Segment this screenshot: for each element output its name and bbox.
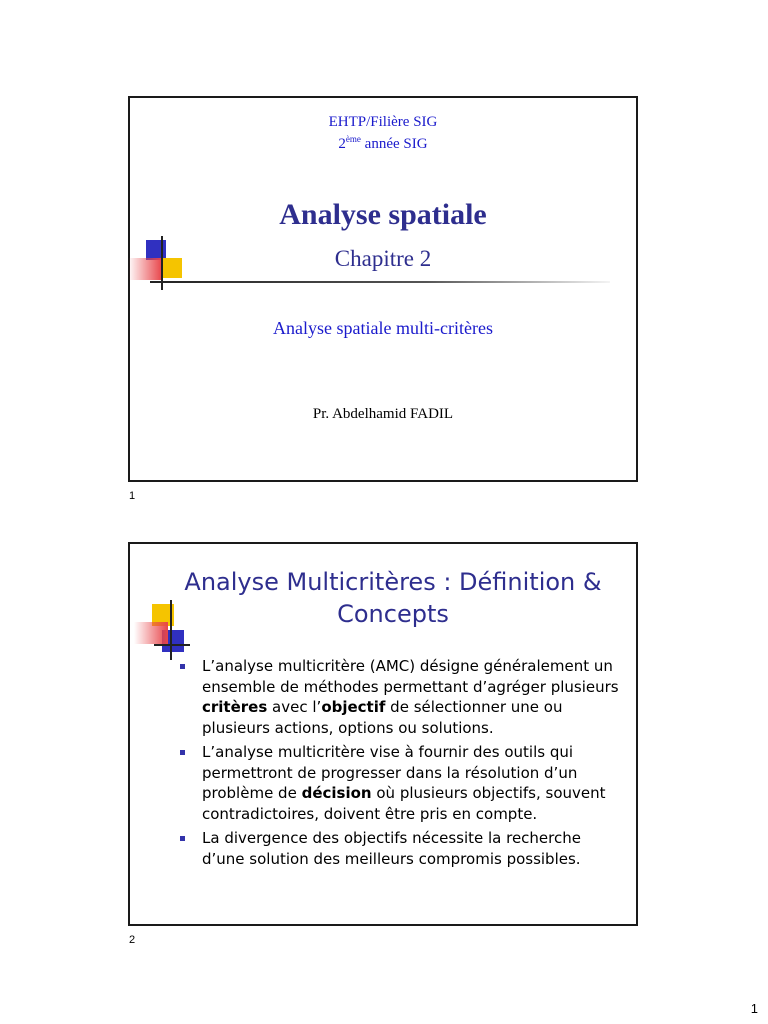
list-item: L’analyse multicritère vise à fournir des outils qui permettront de progresser dans la résolution d’un problème de décision où plusieurs objectifs, souvent contradictoires, doivent être pris en compte. — [176, 742, 622, 824]
slide-2 — [128, 542, 638, 926]
bullet-icon — [180, 750, 185, 755]
year-text: 2ème année SIG — [338, 134, 428, 152]
bullet-list — [176, 656, 622, 873]
slide-number-1: 1 — [129, 490, 136, 502]
list-item: La divergence des objectifs nécessite la recherche d’une solution des meilleurs compromis possibles. — [176, 828, 622, 869]
slide-1 — [128, 96, 638, 482]
slide-number-2: 2 — [129, 934, 136, 946]
page-number: 1 — [750, 1001, 758, 1016]
slide-title: Analyse Multicritères : Définition & Concepts — [184, 568, 602, 628]
slide-title: Analyse spatiale — [279, 198, 487, 231]
author-text: Pr. Abdelhamid FADIL — [312, 406, 454, 422]
chapter-text: Chapitre 2 — [334, 246, 432, 271]
slide-subtitle: Analyse spatiale multi-critères — [273, 318, 493, 338]
bullet-icon — [180, 664, 185, 669]
institution-text: EHTP/Filière SIG — [328, 114, 438, 130]
bullet-icon — [180, 836, 185, 841]
list-item: L’analyse multicritère (AMC) désigne généralement un ensemble de méthodes permettant d’agréger plusieurs critères avec l’objectif de sélectionner une ou plusieurs actions, options ou solutions. — [176, 656, 622, 738]
